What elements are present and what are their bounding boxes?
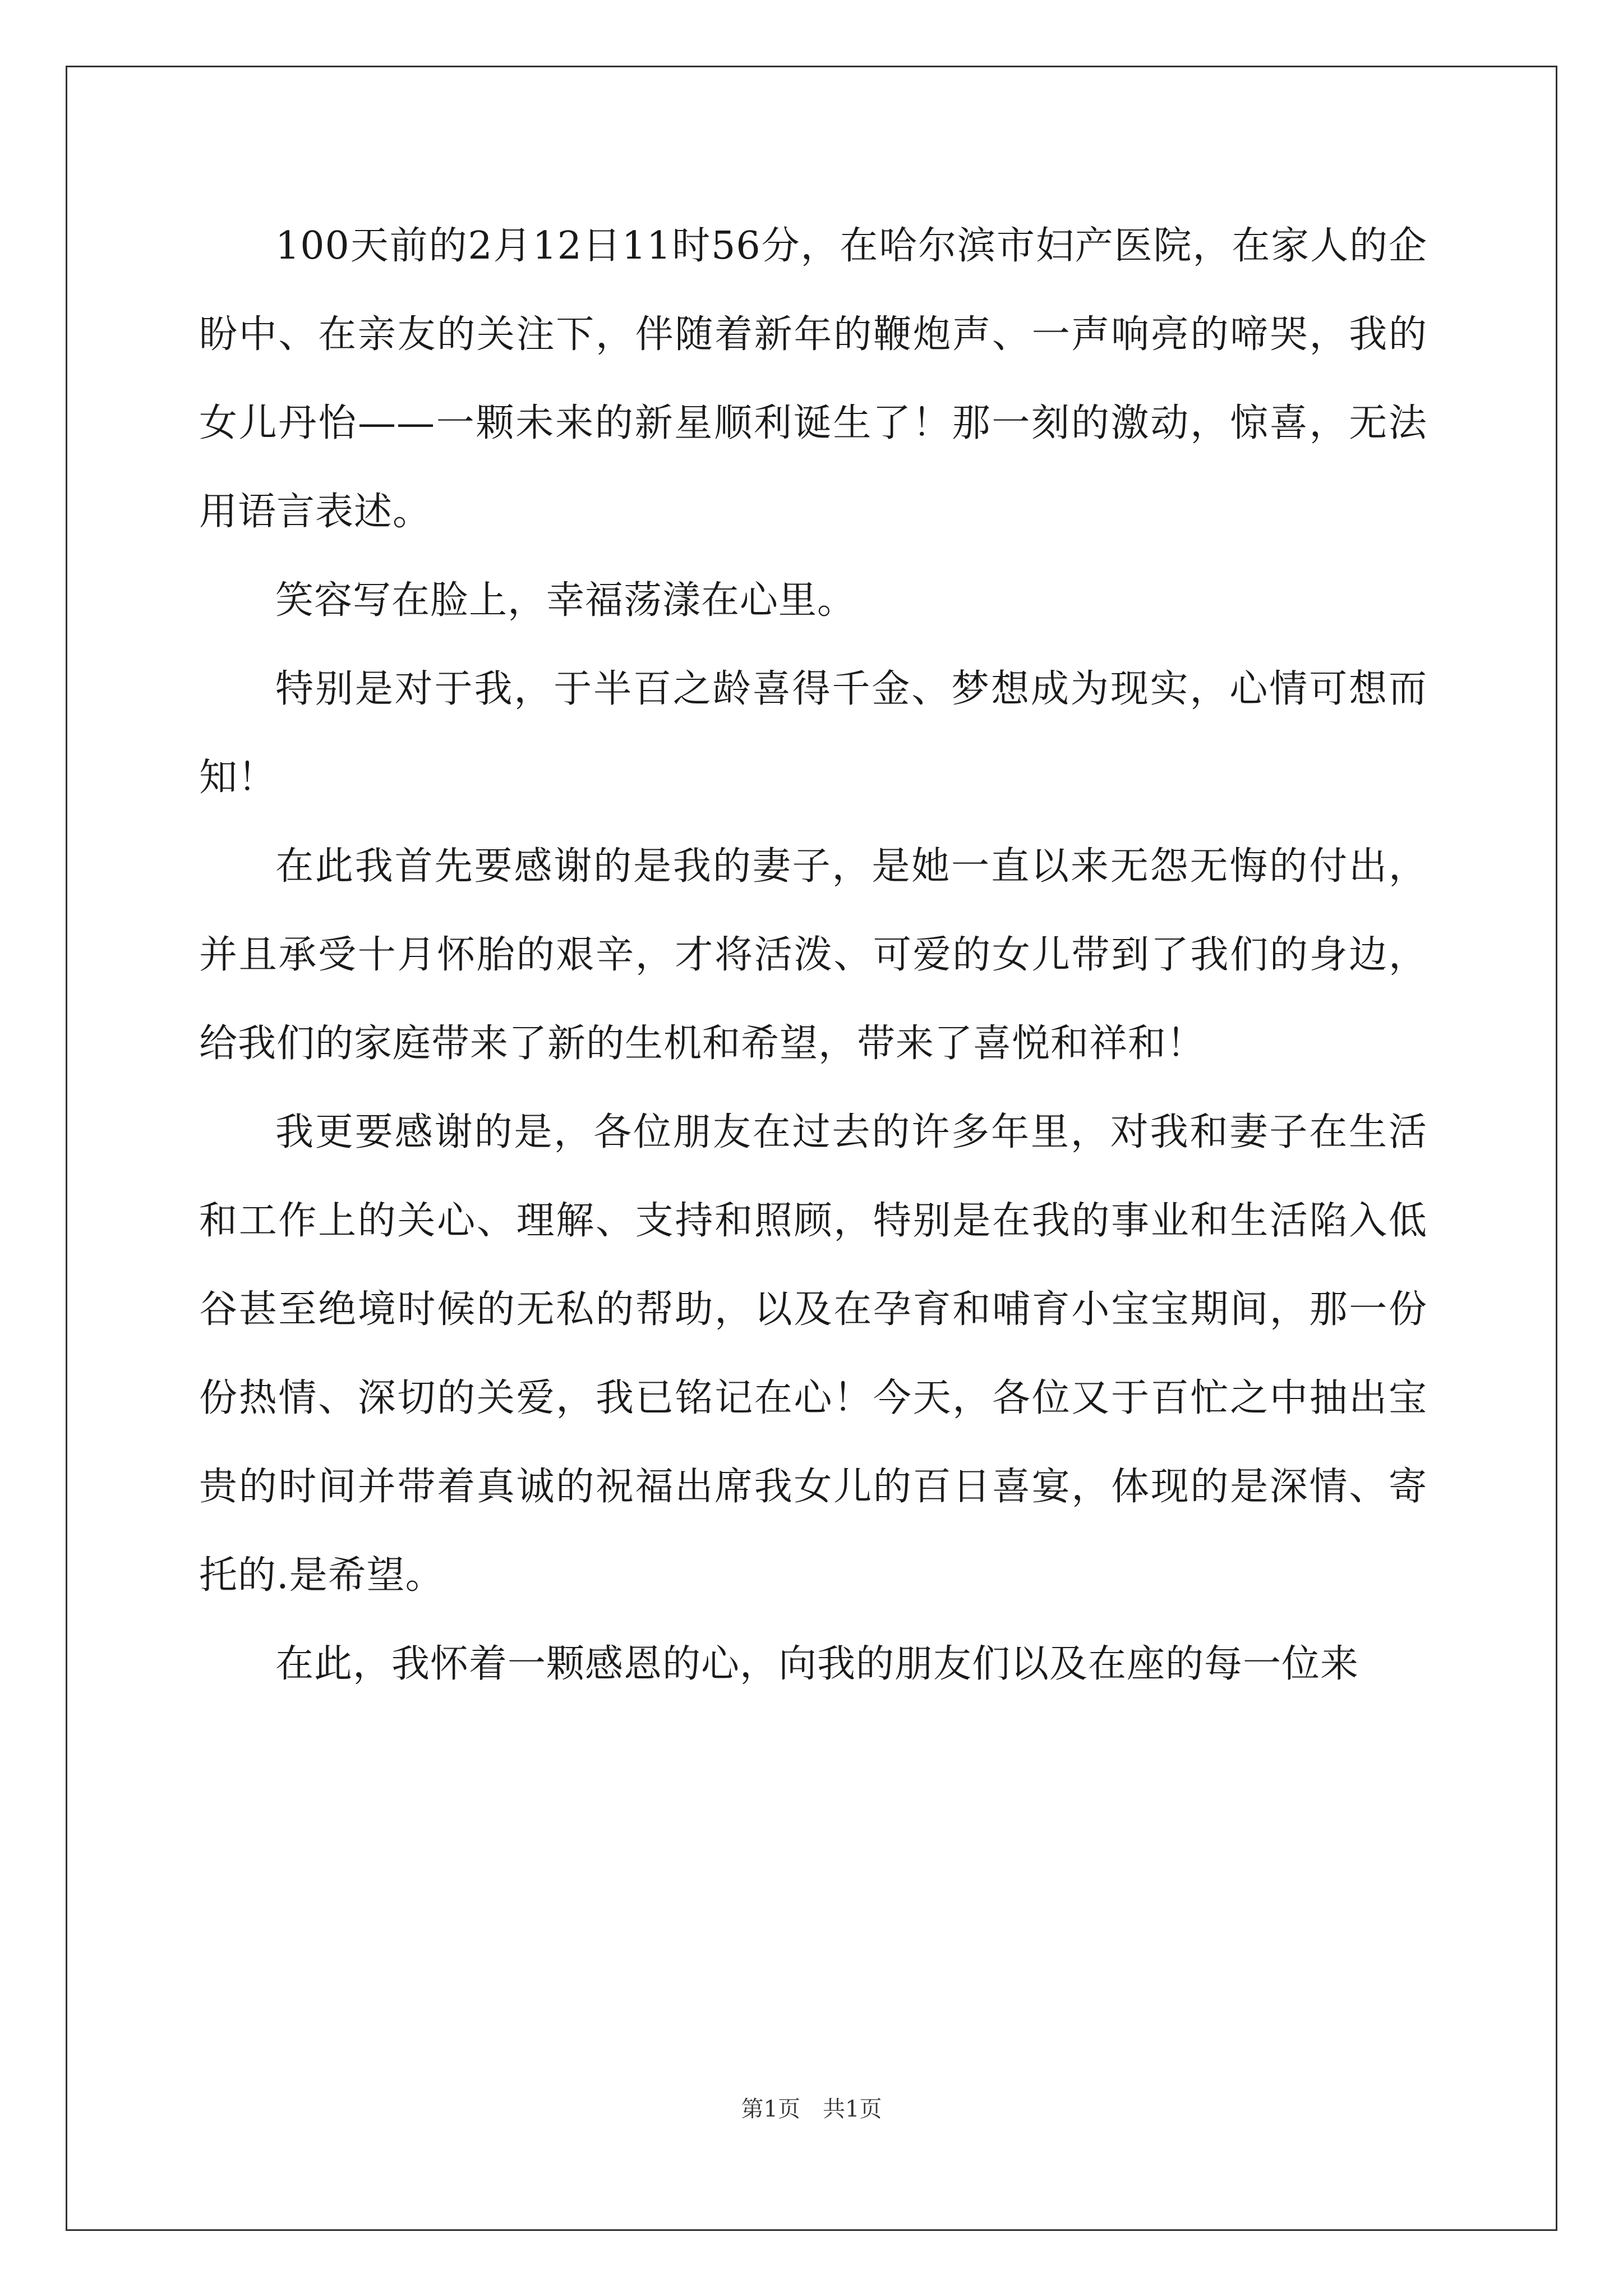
page-number: 第1页 共1页 — [741, 2096, 882, 2122]
paragraph-thanks-friends: 我更要感谢的是，各位朋友在过去的许多年里，对我和妻子在生活和工作上的关心、理解、支持和照顾，特别是在我的事业和生活陷入低谷甚至绝境时候的无私的帮助，以及在孕育和哺育小宝宝期间，那一份份热情、深切的关爱，我已铭记在心！今天，各位又于百忙之中抽出宝贵的时间并带着真诚的祝福出席我女儿的百日喜宴，体现的是深情、寄托的.是希望。 — [199, 1110, 1427, 1598]
paragraph-thanks-wife: 在此我首先要感谢的是我的妻子，是她一直以来无怨无悔的付出，并且承受十月怀胎的艰辛，才将活泼、可爱的女儿带到了我们的身边，给我们的家庭带来了新的生机和希望，带来了喜悦和祥和！ — [199, 844, 1427, 1066]
paragraph-gratitude: 在此，我怀着一颗感恩的心，向我的朋友们以及在座的每一位来 — [275, 1642, 1359, 1686]
paragraph-half-century: 特别是对于我，于半百之龄喜得千金、梦想成为现实，心情可想而知！ — [199, 667, 1427, 800]
paragraph-birth: 100天前的2月12日11时56分，在哈尔滨市妇产医院，在家人的企盼中、在亲友的关注下，伴随着新年的鞭炮声、一声响亮的啼哭，我的女儿丹怡——一颗未来的新星顺利诞生了！那一刻的激动，惊喜，无法用语言表述。 — [199, 224, 1427, 534]
document-body — [199, 202, 1427, 1709]
paragraph-smile: 笑容写在脸上，幸福荡漾在心里。 — [275, 578, 856, 623]
